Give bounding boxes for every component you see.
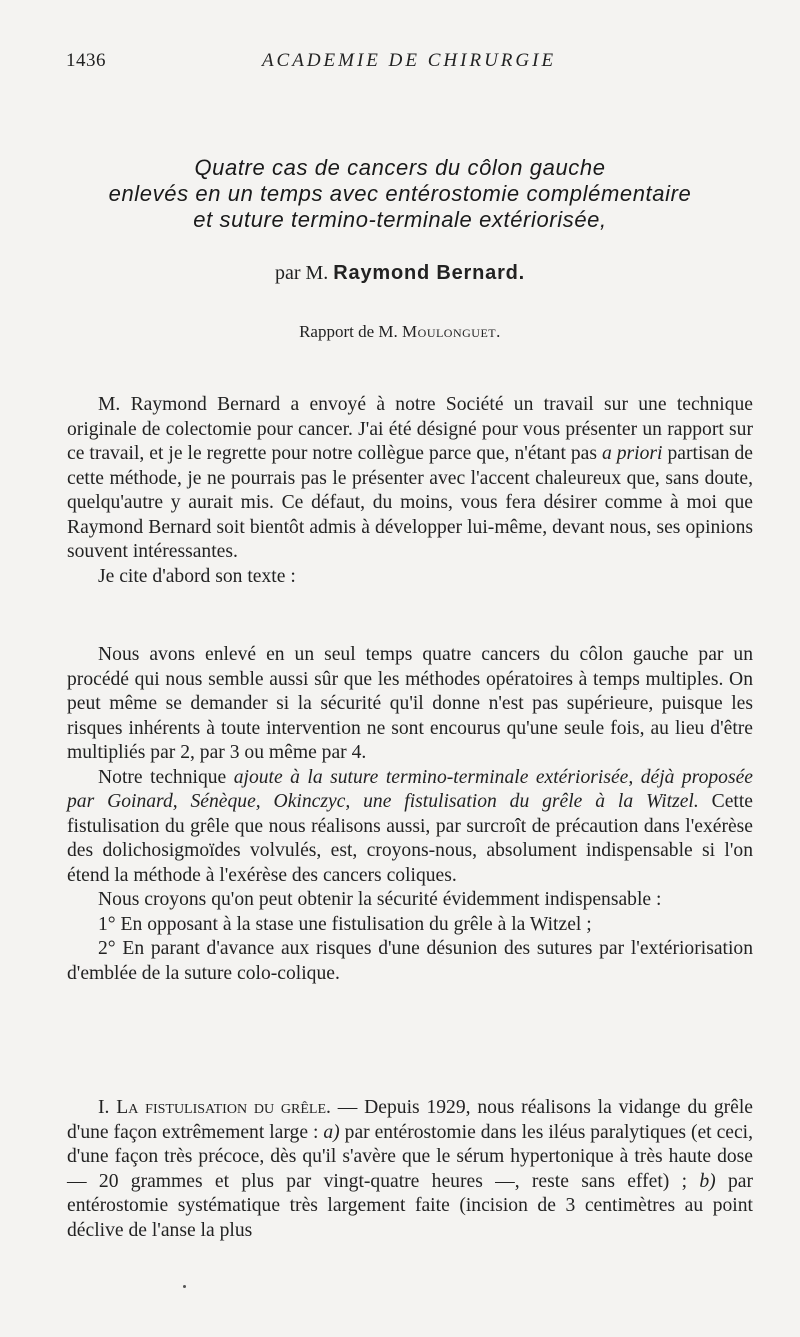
paragraph: 2° En parant d'avance aux risques d'une désunion des sutures par l'extériorisation d'emblée de la suture colo-colique.	[67, 938, 753, 984]
paragraph: Nous croyons qu'on peut obtenir la sécurité évidemment indispensable :	[98, 889, 662, 910]
ink-speck	[183, 1285, 186, 1288]
quoted-text	[67, 643, 753, 986]
article-title	[40, 155, 760, 233]
title-line-3: et suture termino-terminale extériorisée,	[193, 207, 607, 232]
paragraph	[67, 766, 753, 889]
italic-run: a priori	[601, 443, 663, 464]
report-line	[0, 322, 800, 342]
title-line-2: enlevés en un temps avec entérostomie complémentaire	[108, 181, 692, 206]
byline	[0, 262, 800, 285]
italic-run: a)	[323, 1121, 340, 1143]
text-run: par entérostomie systématique très largement faite (incision de 3 centimètres au point déclive de l'anse la plus	[67, 1170, 753, 1241]
title-line-1: Quatre cas de cancers du côlon gauche	[194, 155, 606, 180]
journal-title: ACADEMIE DE CHIRURGIE	[261, 50, 557, 71]
section-heading: La fistulisation du grêle.	[116, 1097, 331, 1118]
byline-prefix: par M.	[274, 262, 329, 284]
text-run: Cette fistulisation du grêle que nous réalisons aussi, par surcroît de précaution dans l'exérèse des dolichosigmoïdes volvulés, est, croyons-nous, absolument indispensable si l'on étend la méthode à l'exérèse des cancers coliques.	[67, 791, 753, 886]
report-prefix: Rapport de M.	[299, 322, 398, 341]
section-1	[67, 1096, 753, 1243]
paragraph: 1° En opposant à la stase une fistulisation du grêle à la Witzel ;	[98, 913, 592, 935]
text-run: M. Raymond Bernard a envoyé à notre Société un travail sur une technique originale de colectomie pour cancer. J'ai été désigné pour vous présenter un rapport sur ce travail, et je le regrette pour notre collègue parce que, n'étant pas	[67, 394, 753, 464]
text-run: par entérostomie dans les iléus paralytiques (et ceci, d'une façon très précoce, dès qu'il s'avère que le sérum hypertonique à très haute dose — 20 grammes et plus par vingt-quatre heures —, reste sans effet) ;	[67, 1121, 754, 1192]
running-header	[66, 50, 752, 78]
intro-section	[67, 393, 753, 589]
italic-run: b)	[699, 1170, 716, 1192]
paragraph	[67, 1096, 753, 1243]
page-number: 1436	[66, 50, 106, 71]
author-name: Raymond Bernard.	[333, 262, 526, 284]
italic-run: ajoute à la suture termino-terminale extériorisée, déjà proposée par Goinard, Sénèque, Okinczyc, une fistulisation du grêle à la Witzel.	[67, 766, 753, 812]
paragraph	[67, 393, 753, 565]
paragraph: Nous avons enlevé en un seul temps quatre cancers du côlon gauche par un procédé qui nous semble aussi sûr que les méthodes opératoires à temps multiples. On peut même se demander si la sécurité qu'il donne n'est pas supérieure, puisque les risques inhérents à toute intervention ne sont encourus qu'une seule fois, au lieu d'être multipliés par 2, par 3 ou même par 4.	[67, 644, 753, 763]
text-run: — Depuis 1929, nous réalisons la vidange du grêle d'une façon extrêmement large :	[67, 1097, 754, 1143]
text-run: Notre technique	[98, 766, 234, 788]
text-run: partisan de cette méthode, je ne pourrais pas le présenter avec l'accent chaleureux que, sans doute, quelqu'autre y aurait mis. Ce défaut, du moins, vous fera désirer comme à moi que Raymond Bernard soit bientôt admis à développer lui-même, devant nous, ses opinions souvent intéressantes.	[67, 443, 753, 562]
paragraph: Je cite d'abord son texte :	[98, 565, 296, 587]
reporter-name: Moulonguet.	[402, 322, 501, 341]
section-number: I.	[98, 1097, 110, 1118]
